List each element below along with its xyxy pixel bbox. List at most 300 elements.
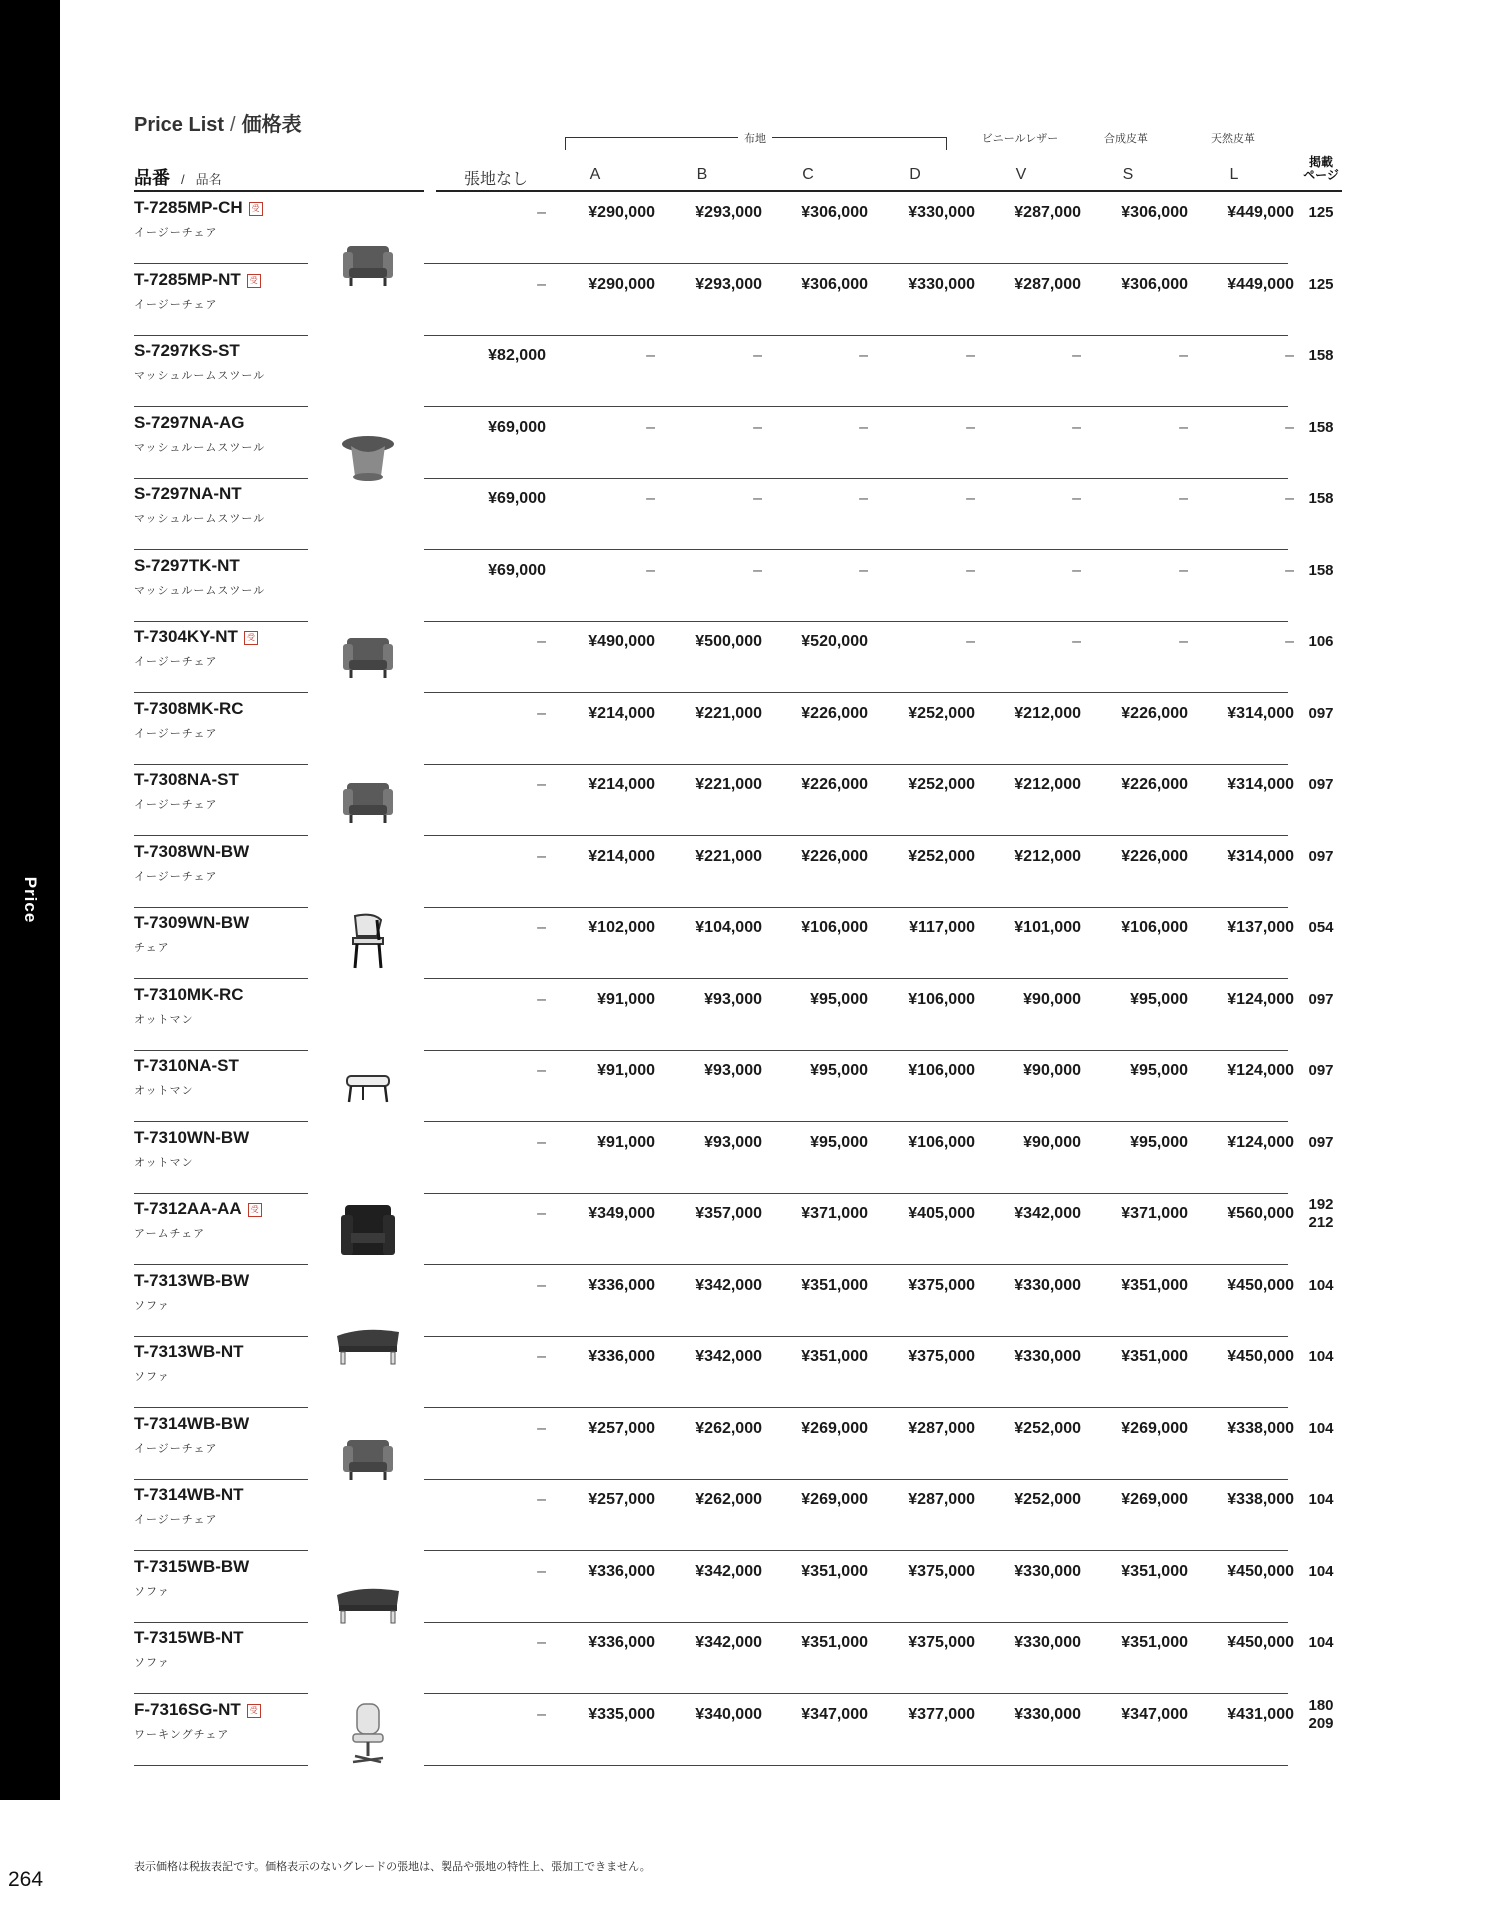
product-code — [134, 198, 263, 218]
price-c: ¥269,000 — [801, 1419, 868, 1437]
table-row — [0, 408, 1503, 479]
easy-chair-icon — [333, 228, 403, 298]
easy-chair-icon — [333, 765, 403, 835]
product-name: イージーチェア — [134, 298, 218, 311]
table-row — [0, 336, 1503, 407]
price-no-fabric: – — [537, 776, 546, 793]
product-name: マッシュルームスツール — [134, 370, 266, 382]
page-ref — [1300, 562, 1342, 580]
page-ref — [1300, 490, 1342, 508]
product-name: マッシュルームスツール — [134, 584, 266, 597]
column-header-a: A — [589, 166, 601, 183]
price-d: ¥287,000 — [908, 1491, 975, 1508]
page-title — [134, 108, 302, 137]
page-ref — [1300, 705, 1342, 723]
price-b: – — [753, 561, 762, 579]
price-v: ¥212,000 — [1014, 704, 1081, 722]
price-l: ¥338,000 — [1227, 1419, 1294, 1437]
price-d: ¥375,000 — [908, 1634, 975, 1651]
product-code-text: T-7315WB-NT — [134, 1628, 244, 1647]
page-ref — [1300, 276, 1342, 294]
price-d: – — [966, 347, 975, 364]
price-c: – — [859, 490, 868, 507]
product-code-text: T-7304KY-NT — [134, 627, 238, 646]
price-no-fabric: – — [537, 847, 546, 865]
product-code — [134, 413, 245, 433]
made-to-order-badge: 受 — [247, 1704, 261, 1718]
price-c: ¥269,000 — [801, 1491, 868, 1508]
page-ref-number: 158 — [1308, 490, 1334, 507]
price-v: ¥287,000 — [1014, 204, 1081, 221]
product-code — [134, 1628, 244, 1648]
product-code-text: F-7316SG-NT — [134, 1699, 241, 1719]
price-l: ¥431,000 — [1227, 1705, 1294, 1723]
price-a: ¥257,000 — [588, 1491, 655, 1508]
price-s: ¥306,000 — [1121, 275, 1188, 293]
price-b: ¥221,000 — [695, 847, 762, 865]
page-ref — [1300, 1420, 1342, 1438]
price-c: ¥106,000 — [801, 919, 868, 936]
price-no-fabric: – — [537, 1205, 546, 1222]
page-ref — [1300, 848, 1342, 866]
price-c: ¥371,000 — [801, 1205, 868, 1222]
price-s: – — [1179, 418, 1188, 436]
price-a: ¥349,000 — [588, 1205, 655, 1222]
price-v: ¥342,000 — [1014, 1205, 1081, 1222]
header-name-sub: 品名 — [195, 172, 222, 187]
price-a: ¥336,000 — [588, 1276, 655, 1294]
price-c: ¥95,000 — [810, 1062, 868, 1079]
price-l: ¥314,000 — [1227, 776, 1294, 793]
price-a: – — [646, 490, 655, 507]
price-b: ¥293,000 — [695, 204, 762, 221]
price-no-fabric: – — [537, 1705, 546, 1723]
footnote: 表示価格は税抜表記です。価格表示のないグレードの張地は、製品や張地の特性上、張加工できません。 — [134, 1861, 651, 1873]
product-name: ソファ — [134, 1585, 170, 1598]
chair-icon — [333, 906, 403, 976]
table-row — [0, 622, 1503, 693]
sofa-icon — [333, 1306, 403, 1376]
price-s: ¥226,000 — [1121, 776, 1188, 793]
row-divider-left — [134, 1765, 308, 1766]
price-v: ¥330,000 — [1014, 1562, 1081, 1580]
price-d: ¥330,000 — [908, 275, 975, 293]
price-a: ¥91,000 — [597, 1062, 655, 1079]
product-code-text: T-7312AA-AA — [134, 1199, 242, 1218]
price-d: ¥106,000 — [908, 1133, 975, 1151]
product-name: チェア — [134, 942, 170, 954]
page-ref-number: 097 — [1308, 704, 1334, 722]
price-a: ¥91,000 — [597, 990, 655, 1008]
price-d: ¥377,000 — [908, 1705, 975, 1723]
price-l: – — [1285, 418, 1294, 436]
product-name: オットマン — [134, 1085, 194, 1097]
price-no-fabric: ¥82,000 — [488, 347, 546, 364]
page-ref-number: 180 — [1308, 1696, 1334, 1714]
group-label-v: ビニールレザー — [981, 133, 1059, 145]
price-c: ¥306,000 — [801, 204, 868, 221]
price-d: ¥252,000 — [908, 776, 975, 793]
price-b: ¥342,000 — [695, 1634, 762, 1651]
price-l: ¥449,000 — [1227, 275, 1294, 293]
page-ref-number: 097 — [1308, 1133, 1334, 1151]
price-v: – — [1072, 347, 1081, 364]
column-header-l: L — [1229, 166, 1239, 183]
price-no-fabric: ¥69,000 — [488, 418, 546, 436]
product-code-text: T-7313WB-BW — [134, 1270, 250, 1290]
price-c: – — [859, 347, 868, 364]
table-row — [0, 765, 1503, 836]
price-no-fabric: – — [537, 633, 546, 650]
price-l: ¥450,000 — [1227, 1276, 1294, 1294]
price-s: ¥95,000 — [1130, 990, 1188, 1008]
price-s: ¥226,000 — [1121, 704, 1188, 722]
table-row — [0, 1409, 1503, 1480]
product-name: イージーチェア — [134, 656, 218, 668]
page-ref — [1300, 1348, 1342, 1366]
price-s: – — [1179, 561, 1188, 579]
page-ref — [1300, 1277, 1342, 1295]
price-a: ¥214,000 — [588, 776, 655, 793]
product-code-text: T-7285MP-NT — [134, 269, 241, 289]
price-b: ¥221,000 — [695, 776, 762, 793]
price-a: ¥214,000 — [588, 847, 655, 865]
header-name-main: 品番 — [134, 168, 170, 188]
price-b: ¥340,000 — [695, 1705, 762, 1723]
price-a: ¥102,000 — [588, 919, 655, 936]
price-v: ¥287,000 — [1014, 275, 1081, 293]
price-l: ¥124,000 — [1227, 1133, 1294, 1151]
price-b: ¥357,000 — [695, 1205, 762, 1222]
price-d: ¥252,000 — [908, 847, 975, 865]
product-code-text: T-7308NA-ST — [134, 770, 239, 789]
product-code-text: T-7310MK-RC — [134, 984, 244, 1004]
product-code — [134, 627, 258, 647]
table-row — [0, 980, 1503, 1051]
page-ref-number: 158 — [1308, 561, 1334, 579]
table-row — [0, 551, 1503, 622]
product-code — [134, 1056, 239, 1076]
page-ref — [1300, 1563, 1342, 1581]
price-d: – — [966, 418, 975, 436]
price-a: ¥336,000 — [588, 1634, 655, 1651]
price-c: ¥351,000 — [801, 1634, 868, 1651]
product-name: マッシュルームスツール — [134, 441, 266, 454]
price-no-fabric: – — [537, 1419, 546, 1437]
page-ref — [1300, 347, 1342, 365]
price-b: ¥104,000 — [695, 919, 762, 936]
page-label-1: 掲載 — [1308, 155, 1333, 169]
price-l: ¥314,000 — [1227, 704, 1294, 722]
price-no-fabric: – — [537, 204, 546, 221]
product-code — [134, 1414, 249, 1434]
page-ref — [1300, 1491, 1342, 1509]
price-a: ¥214,000 — [588, 704, 655, 722]
product-code — [134, 699, 244, 719]
page-ref — [1300, 1634, 1342, 1652]
product-code-text: T-7314WB-NT — [134, 1485, 244, 1504]
price-v: ¥330,000 — [1014, 1634, 1081, 1651]
table-row — [0, 1480, 1503, 1551]
price-l: ¥124,000 — [1227, 990, 1294, 1008]
price-c: ¥226,000 — [801, 776, 868, 793]
price-no-fabric: – — [537, 1276, 546, 1294]
sidebar-label: Price — [21, 876, 40, 924]
price-d: – — [966, 490, 975, 507]
page-ref-number: 125 — [1308, 204, 1334, 221]
product-code — [134, 1342, 244, 1362]
price-b: – — [753, 418, 762, 436]
price-c: ¥226,000 — [801, 704, 868, 722]
page-ref-number: 192 — [1308, 1196, 1334, 1213]
product-name: ソファ — [134, 1657, 170, 1669]
product-code — [134, 770, 239, 790]
header-name-sep: / — [181, 172, 185, 187]
product-code — [134, 270, 261, 290]
page-ref — [1300, 1062, 1342, 1080]
price-b: ¥500,000 — [695, 633, 762, 650]
page-ref-number: 097 — [1308, 847, 1334, 865]
price-b: ¥293,000 — [695, 275, 762, 293]
working-chair-icon — [333, 1700, 403, 1770]
product-name: ワーキングチェア — [134, 1728, 230, 1741]
product-code-text: S-7297NA-NT — [134, 484, 242, 503]
mushroom-stool-icon — [333, 422, 403, 492]
price-d: ¥375,000 — [908, 1562, 975, 1580]
page-ref-number: 097 — [1308, 1062, 1334, 1079]
fabric-group-label: 布地 — [738, 130, 772, 146]
price-s: ¥351,000 — [1121, 1348, 1188, 1365]
price-d: ¥375,000 — [908, 1276, 975, 1294]
price-c: ¥306,000 — [801, 275, 868, 293]
product-name: オットマン — [134, 1156, 194, 1169]
price-no-fabric: – — [537, 1562, 546, 1580]
price-l: ¥124,000 — [1227, 1062, 1294, 1079]
product-name: イージーチェア — [134, 870, 218, 883]
page-ref-number: 125 — [1308, 275, 1334, 293]
product-code — [134, 556, 240, 576]
price-c: ¥351,000 — [801, 1562, 868, 1580]
price-l: – — [1285, 561, 1294, 579]
page-ref-number: 212 — [1308, 1214, 1334, 1231]
price-b: ¥342,000 — [695, 1562, 762, 1580]
price-s: ¥306,000 — [1121, 204, 1188, 221]
price-s: ¥371,000 — [1121, 1205, 1188, 1222]
table-row — [0, 1695, 1503, 1766]
price-a: ¥290,000 — [588, 204, 655, 221]
price-a: – — [646, 418, 655, 436]
price-b: – — [753, 347, 762, 364]
price-c: – — [859, 418, 868, 436]
page-ref-number: 104 — [1308, 1348, 1334, 1365]
price-a: ¥490,000 — [588, 633, 655, 650]
product-name: マッシュルームスツール — [134, 513, 266, 525]
price-v: ¥90,000 — [1023, 990, 1081, 1008]
product-code — [134, 1199, 262, 1219]
price-a: ¥335,000 — [588, 1705, 655, 1723]
product-code-text: T-7308MK-RC — [134, 698, 244, 718]
price-b: ¥342,000 — [695, 1276, 762, 1294]
price-l: ¥137,000 — [1227, 919, 1294, 936]
product-code-text: T-7308WN-BW — [134, 841, 250, 861]
product-code-text: S-7297NA-AG — [134, 412, 245, 432]
column-header-code — [134, 164, 222, 190]
table-row — [0, 193, 1503, 264]
group-label-s: 合成皮革 — [1104, 133, 1148, 145]
header-rule-right — [436, 190, 1342, 192]
product-name: イージーチェア — [134, 799, 218, 811]
product-code-text: T-7309WN-BW — [134, 913, 250, 932]
table-row — [0, 694, 1503, 765]
price-b: ¥93,000 — [704, 1133, 762, 1151]
price-s: ¥95,000 — [1130, 1133, 1188, 1151]
price-s: – — [1179, 633, 1188, 650]
page-ref-number: 209 — [1308, 1714, 1334, 1732]
price-v: ¥101,000 — [1014, 919, 1081, 936]
price-a: ¥290,000 — [588, 275, 655, 293]
price-l: ¥314,000 — [1227, 847, 1294, 865]
price-b: ¥93,000 — [704, 990, 762, 1008]
product-code-text: T-7314WB-BW — [134, 1413, 250, 1433]
price-v: ¥212,000 — [1014, 776, 1081, 793]
title-main: Price List — [134, 114, 225, 136]
price-a: – — [646, 347, 655, 364]
product-name: イージーチェア — [134, 227, 218, 239]
price-c: ¥95,000 — [810, 1133, 868, 1151]
easy-chair-icon — [333, 1422, 403, 1492]
product-code — [134, 341, 240, 361]
page-label-2: ページ — [1303, 168, 1339, 182]
table-row — [0, 1123, 1503, 1194]
price-l: ¥449,000 — [1227, 204, 1294, 221]
product-code-text: T-7310NA-ST — [134, 1056, 239, 1075]
armchair-icon — [333, 1195, 403, 1265]
column-header-s: S — [1122, 166, 1134, 183]
page-ref — [1300, 776, 1342, 794]
page-ref — [1300, 204, 1342, 222]
page-ref-number: 104 — [1308, 1562, 1334, 1580]
price-v: – — [1072, 561, 1081, 579]
made-to-order-badge: 受 — [247, 274, 261, 288]
made-to-order-badge: 受 — [244, 631, 258, 645]
price-v: ¥90,000 — [1023, 1133, 1081, 1151]
price-c: ¥95,000 — [810, 990, 868, 1008]
product-code — [134, 1485, 244, 1505]
column-header-page — [1300, 156, 1342, 182]
price-b: ¥342,000 — [695, 1348, 762, 1365]
product-code-text: T-7310WN-BW — [134, 1127, 250, 1147]
product-code — [134, 484, 242, 504]
price-l: – — [1285, 633, 1294, 650]
price-c: ¥351,000 — [801, 1348, 868, 1365]
product-name: オットマン — [134, 1013, 194, 1026]
page-ref — [1300, 1697, 1342, 1733]
price-c: ¥347,000 — [801, 1705, 868, 1723]
price-l: ¥450,000 — [1227, 1634, 1294, 1651]
price-v: ¥330,000 — [1014, 1348, 1081, 1365]
table-row — [0, 1194, 1503, 1265]
page-ref — [1300, 1134, 1342, 1152]
price-c: ¥520,000 — [801, 633, 868, 650]
price-a: – — [646, 561, 655, 579]
page-ref-number: 097 — [1308, 990, 1334, 1008]
price-d: ¥330,000 — [908, 204, 975, 221]
price-d: ¥375,000 — [908, 1348, 975, 1365]
product-code — [134, 1700, 261, 1720]
table-row — [0, 1552, 1503, 1623]
product-name: ソファ — [134, 1371, 170, 1383]
product-code — [134, 1128, 249, 1148]
table-row — [0, 837, 1503, 908]
title-separator: / — [230, 114, 236, 136]
easy-chair-icon — [333, 620, 403, 690]
row-divider-right — [424, 1765, 1288, 1766]
page-ref-number: 104 — [1308, 1491, 1334, 1508]
price-a: ¥336,000 — [588, 1348, 655, 1365]
product-name: イージーチェア — [134, 727, 218, 740]
page-ref — [1300, 633, 1342, 651]
price-no-fabric: – — [537, 990, 546, 1008]
page-ref-number: 104 — [1308, 1634, 1334, 1651]
price-v: – — [1072, 633, 1081, 650]
price-s: – — [1179, 490, 1188, 507]
price-a: ¥257,000 — [588, 1419, 655, 1437]
price-no-fabric: – — [537, 275, 546, 293]
page-ref-number: 158 — [1308, 347, 1334, 364]
price-l: – — [1285, 347, 1294, 364]
column-header-b: B — [696, 166, 708, 183]
price-d: ¥287,000 — [908, 1419, 975, 1437]
table-row — [0, 1266, 1503, 1337]
price-l: ¥450,000 — [1227, 1348, 1294, 1365]
price-s: ¥269,000 — [1121, 1491, 1188, 1508]
page-ref-number: 106 — [1308, 633, 1334, 650]
price-c: – — [859, 561, 868, 579]
product-name: ソファ — [134, 1299, 170, 1312]
product-code-text: S-7297KS-ST — [134, 341, 240, 360]
price-c: ¥351,000 — [801, 1276, 868, 1294]
price-d: – — [966, 633, 975, 650]
price-d: – — [966, 561, 975, 579]
price-b: – — [753, 490, 762, 507]
table-row — [0, 1623, 1503, 1694]
price-l: ¥560,000 — [1227, 1205, 1294, 1222]
price-d: ¥106,000 — [908, 990, 975, 1008]
made-to-order-badge: 受 — [249, 202, 263, 216]
table-row — [0, 1051, 1503, 1122]
product-code — [134, 1557, 249, 1577]
price-s: ¥106,000 — [1121, 919, 1188, 936]
price-a: ¥91,000 — [597, 1133, 655, 1151]
page-ref — [1300, 991, 1342, 1009]
price-s: ¥347,000 — [1121, 1705, 1188, 1723]
price-v: ¥252,000 — [1014, 1419, 1081, 1437]
page-number: 264 — [8, 1868, 44, 1891]
price-s: – — [1179, 347, 1188, 364]
price-c: ¥226,000 — [801, 847, 868, 865]
price-v: ¥330,000 — [1014, 1276, 1081, 1294]
price-l: – — [1285, 490, 1294, 507]
price-v: ¥90,000 — [1023, 1062, 1081, 1079]
price-no-fabric: – — [537, 1491, 546, 1508]
table-row — [0, 265, 1503, 336]
page-ref-number: 054 — [1308, 919, 1334, 936]
product-code — [134, 913, 249, 933]
product-code — [134, 842, 249, 862]
table-row — [0, 908, 1503, 979]
price-no-fabric: – — [537, 1133, 546, 1151]
product-code — [134, 985, 244, 1005]
